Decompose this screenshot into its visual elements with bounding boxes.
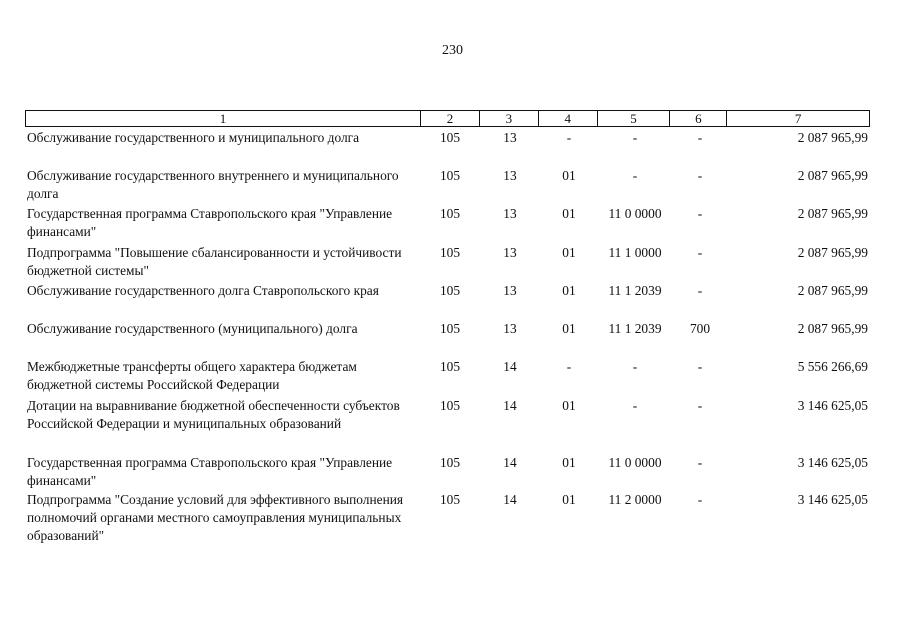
row-col-3: 14 bbox=[503, 398, 517, 413]
row-col-5: - bbox=[632, 168, 638, 183]
row-col-2: 105 bbox=[439, 398, 461, 413]
row-col-4: - bbox=[566, 359, 572, 374]
row-col-3: 13 bbox=[503, 321, 517, 336]
row-col-2: 105 bbox=[439, 130, 461, 145]
row-col-6: - bbox=[697, 492, 703, 507]
row-col-7: 5 556 266,69 bbox=[797, 359, 868, 374]
row-col-7: 2 087 965,99 bbox=[797, 206, 868, 221]
row-col-7: 2 087 965,99 bbox=[797, 130, 868, 145]
row-col-5: - bbox=[632, 359, 638, 374]
row-col-3: 13 bbox=[503, 206, 517, 221]
row-col-3: 14 bbox=[503, 359, 517, 374]
row-col-6: 700 bbox=[689, 321, 711, 336]
row-col-2: 105 bbox=[439, 283, 461, 298]
row-col-3: 13 bbox=[503, 130, 517, 145]
column-header-2: 2 bbox=[421, 111, 480, 126]
table-header bbox=[25, 110, 870, 127]
row-name: Государственная программа Ставропольского края "Управление финансами" bbox=[27, 455, 393, 488]
row-col-4: 01 bbox=[562, 283, 576, 298]
row-col-2: 105 bbox=[439, 455, 461, 470]
row-col-5: 11 1 2039 bbox=[608, 283, 662, 298]
row-col-2: 105 bbox=[439, 245, 461, 260]
row-col-4: 01 bbox=[562, 206, 576, 221]
column-header-6: 6 bbox=[670, 111, 727, 126]
page-number: 230 bbox=[442, 43, 463, 58]
row-col-3: 14 bbox=[503, 492, 517, 507]
row-col-5: 11 2 0000 bbox=[608, 492, 662, 507]
row-col-6: - bbox=[697, 359, 703, 374]
row-col-6: - bbox=[697, 168, 703, 183]
row-name: Межбюджетные трансферты общего характера бюджетам бюджетной системы Российской Федерации bbox=[27, 359, 357, 392]
row-col-5: 11 0 0000 bbox=[608, 455, 662, 470]
row-col-6: - bbox=[697, 283, 703, 298]
column-header-3: 3 bbox=[480, 111, 539, 126]
column-header-1: 1 bbox=[26, 111, 421, 126]
row-col-4: 01 bbox=[562, 321, 576, 336]
row-col-5: 11 1 2039 bbox=[608, 321, 662, 336]
row-col-2: 105 bbox=[439, 206, 461, 221]
row-col-3: 13 bbox=[503, 283, 517, 298]
row-col-2: 105 bbox=[439, 359, 461, 374]
row-col-6: - bbox=[697, 206, 703, 221]
row-col-4: - bbox=[566, 130, 572, 145]
row-name: Обслуживание государственного (муниципального) долга bbox=[27, 321, 358, 336]
row-col-7: 2 087 965,99 bbox=[797, 168, 868, 183]
row-col-6: - bbox=[697, 130, 703, 145]
row-col-2: 105 bbox=[439, 321, 461, 336]
column-header-7: 7 bbox=[794, 111, 802, 126]
row-col-7: 3 146 625,05 bbox=[797, 492, 868, 507]
row-col-5: 11 1 0000 bbox=[608, 245, 662, 260]
row-col-6: - bbox=[697, 245, 703, 260]
row-name: Обслуживание государственного и муниципального долга bbox=[27, 130, 360, 145]
row-col-2: 105 bbox=[439, 168, 461, 183]
row-col-2: 105 bbox=[439, 492, 461, 507]
row-col-4: 01 bbox=[562, 455, 576, 470]
row-name: Дотации на выравнивание бюджетной обеспеченности субъектов Российской Федерации и муниципальных образований bbox=[27, 398, 400, 431]
row-col-4: 01 bbox=[562, 245, 576, 260]
row-col-7: 2 087 965,99 bbox=[797, 245, 868, 260]
row-col-5: - bbox=[632, 130, 638, 145]
row-col-3: 13 bbox=[503, 245, 517, 260]
row-col-7: 3 146 625,05 bbox=[797, 398, 868, 413]
row-name: Обслуживание государственного долга Ставропольского края bbox=[27, 283, 379, 298]
row-name: Подпрограмма "Повышение сбалансированности и устойчивости бюджетной системы" bbox=[27, 245, 402, 278]
column-header-4: 4 bbox=[539, 111, 598, 126]
row-name: Государственная программа Ставропольского края "Управление финансами" bbox=[27, 206, 393, 239]
row-col-5: - bbox=[632, 398, 638, 413]
row-col-4: 01 bbox=[562, 492, 576, 507]
row-col-7: 2 087 965,99 bbox=[797, 321, 868, 336]
row-col-7: 2 087 965,99 bbox=[797, 283, 868, 298]
row-col-6: - bbox=[697, 455, 703, 470]
row-name: Подпрограмма "Создание условий для эффективного выполнения полномочий органами местного самоуправления муниципальных образований" bbox=[27, 492, 404, 543]
column-header-5: 5 bbox=[598, 111, 671, 126]
row-col-3: 14 bbox=[503, 455, 517, 470]
row-name: Обслуживание государственного внутреннего и муниципального долга bbox=[27, 168, 399, 201]
row-col-7: 3 146 625,05 bbox=[797, 455, 868, 470]
row-col-4: 01 bbox=[562, 398, 576, 413]
row-col-5: 11 0 0000 bbox=[608, 206, 662, 221]
row-col-4: 01 bbox=[562, 168, 576, 183]
row-col-3: 13 bbox=[503, 168, 517, 183]
row-col-6: - bbox=[697, 398, 703, 413]
